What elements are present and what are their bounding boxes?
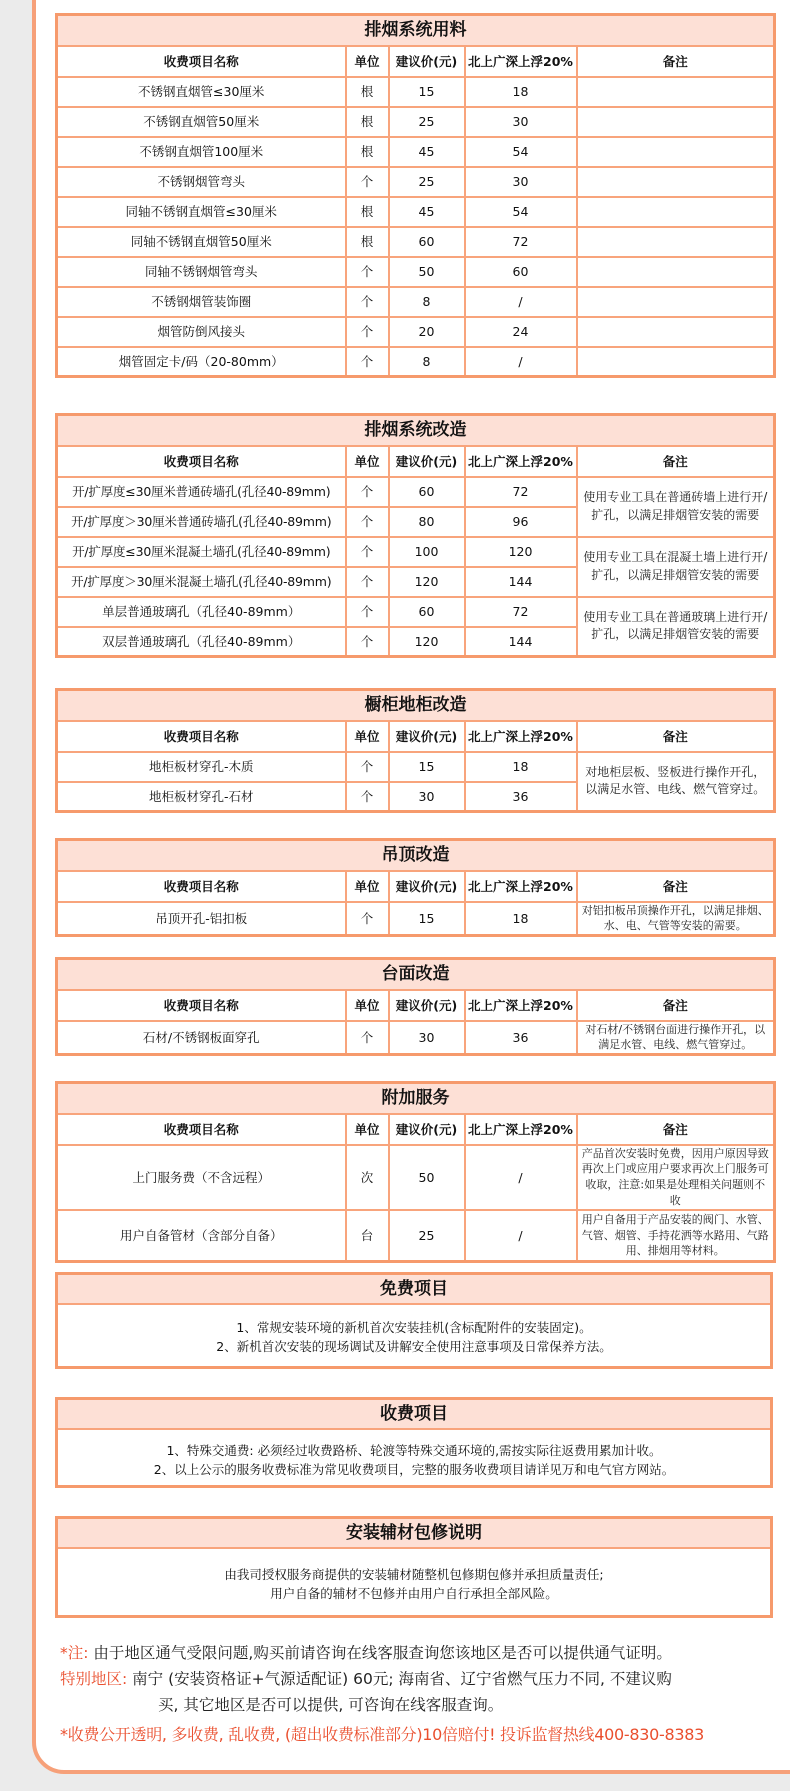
col-header-unit: 单位 xyxy=(346,871,389,902)
col-header-price: 建议价(元) xyxy=(389,721,465,752)
fee-table xyxy=(55,688,776,813)
item-name: 用户自备管材（含部分自备） xyxy=(57,1210,346,1261)
note-line xyxy=(60,1640,780,1666)
note-text: 由于地区通气受限问题,购买前请咨询在线客服查询您该地区是否可以提供通气证明。 xyxy=(88,1644,672,1662)
section-title: 附加服务 xyxy=(57,1083,775,1114)
item-up-price: 54 xyxy=(465,197,577,227)
col-header-remark: 备注 xyxy=(577,990,775,1021)
table-row xyxy=(57,77,775,107)
table-row xyxy=(57,597,775,627)
charge-items-box xyxy=(55,1397,773,1488)
item-up-price: 18 xyxy=(465,77,577,107)
item-unit: 个 xyxy=(346,782,389,812)
item-name: 开/扩厚度＞30厘米普通砖墙孔(孔径40-89mm) xyxy=(57,507,346,537)
item-remark: 使用专业工具在混凝土墙上进行开/扩孔，以满足排烟管安装的需要 xyxy=(577,537,775,597)
item-price: 45 xyxy=(389,197,465,227)
item-price: 20 xyxy=(389,317,465,347)
table-row xyxy=(57,1021,775,1055)
item-name: 开/扩厚度＞30厘米混凝土墙孔(孔径40-89mm) xyxy=(57,567,346,597)
item-name: 烟管防倒风接头 xyxy=(57,317,346,347)
item-price: 30 xyxy=(389,782,465,812)
item-remark xyxy=(577,317,775,347)
item-remark xyxy=(577,77,775,107)
item-remark xyxy=(577,287,775,317)
section-cabinet-modification xyxy=(55,688,773,813)
warranty-box xyxy=(55,1516,773,1618)
table-row xyxy=(57,1145,775,1211)
col-header-price: 建议价(元) xyxy=(389,46,465,77)
item-up-price: 120 xyxy=(465,537,577,567)
item-unit: 个 xyxy=(346,257,389,287)
col-header-up: 北上广深上浮20% xyxy=(465,721,577,752)
table-row xyxy=(57,287,775,317)
table-row xyxy=(57,752,775,782)
section-title: 台面改造 xyxy=(57,959,775,990)
col-header-unit: 单位 xyxy=(346,1114,389,1145)
table-row xyxy=(57,137,775,167)
item-name: 开/扩厚度≤30厘米混凝土墙孔(孔径40-89mm) xyxy=(57,537,346,567)
item-remark: 对地柜层板、竖板进行操作开孔，以满足水管、电线、燃气管穿过。 xyxy=(577,752,775,812)
item-name: 单层普通玻璃孔（孔径40-89mm） xyxy=(57,597,346,627)
table-row xyxy=(57,537,775,567)
item-unit: 个 xyxy=(346,287,389,317)
section-additional-services xyxy=(55,1081,773,1263)
item-unit: 个 xyxy=(346,902,389,936)
item-up-price: 36 xyxy=(465,1021,577,1055)
item-up-price: / xyxy=(465,287,577,317)
item-price: 80 xyxy=(389,507,465,537)
item-up-price: 144 xyxy=(465,627,577,657)
col-header-unit: 单位 xyxy=(346,721,389,752)
item-unit: 根 xyxy=(346,107,389,137)
item-up-price: / xyxy=(465,347,577,377)
item-price: 15 xyxy=(389,902,465,936)
item-remark: 产品首次安装时免费，因用户原因导致再次上门或应用户要求再次上门服务可收取，注意:如果是处理相关问题则不收 xyxy=(577,1145,775,1211)
section-flue-modification xyxy=(55,413,773,658)
col-header-name: 收费项目名称 xyxy=(57,871,346,902)
item-up-price: 36 xyxy=(465,782,577,812)
item-name: 地柜板材穿孔-石材 xyxy=(57,782,346,812)
item-up-price: 30 xyxy=(465,107,577,137)
col-header-name: 收费项目名称 xyxy=(57,721,346,752)
warranty-line: 用户自备的辅材不包修并由用户自行承担全部风险。 xyxy=(270,1586,558,1601)
item-price: 30 xyxy=(389,1021,465,1055)
special-region-label: 特别地区: xyxy=(60,1670,128,1688)
col-header-up: 北上广深上浮20% xyxy=(465,990,577,1021)
fee-table xyxy=(55,957,776,1056)
col-header-up: 北上广深上浮20% xyxy=(465,871,577,902)
item-price: 25 xyxy=(389,1210,465,1261)
item-price: 15 xyxy=(389,77,465,107)
item-remark: 对铝扣板吊顶操作开孔，以满足排烟、水、电、气管等安装的需要。 xyxy=(577,902,775,936)
col-header-name: 收费项目名称 xyxy=(57,990,346,1021)
item-price: 100 xyxy=(389,537,465,567)
col-header-name: 收费项目名称 xyxy=(57,446,346,477)
item-up-price: 30 xyxy=(465,167,577,197)
item-name: 开/扩厚度≤30厘米普通砖墙孔(孔径40-89mm) xyxy=(57,477,346,507)
item-name: 同轴不锈钢烟管弯头 xyxy=(57,257,346,287)
free-item-line: 2、新机首次安装的现场调试及讲解安全使用注意事项及日常保养方法。 xyxy=(216,1339,612,1354)
item-unit: 个 xyxy=(346,477,389,507)
item-unit: 根 xyxy=(346,197,389,227)
item-name: 不锈钢烟管弯头 xyxy=(57,167,346,197)
section-title: 排烟系统用料 xyxy=(57,15,775,46)
item-unit: 根 xyxy=(346,137,389,167)
item-remark: 使用专业工具在普通砖墙上进行开/扩孔，以满足排烟管安装的需要 xyxy=(577,477,775,537)
item-up-price: 144 xyxy=(465,567,577,597)
section-title: 橱柜地柜改造 xyxy=(57,690,775,721)
special-region-text: 南宁 (安装资格证+气源适配证) 60元; 海南省、辽宁省燃气压力不同, 不建议购 xyxy=(127,1670,672,1688)
charge-item-line: 1、特殊交通费: 必须经过收费路桥、轮渡等特殊交通环境的,需按实际往返费用累加计收。 xyxy=(166,1443,662,1458)
item-price: 60 xyxy=(389,477,465,507)
table-row xyxy=(57,197,775,227)
item-name: 同轴不锈钢直烟管≤30厘米 xyxy=(57,197,346,227)
col-header-unit: 单位 xyxy=(346,990,389,1021)
item-unit: 个 xyxy=(346,347,389,377)
table-row xyxy=(57,902,775,936)
item-name: 烟管固定卡/码（20-80mm） xyxy=(57,347,346,377)
item-up-price: 60 xyxy=(465,257,577,287)
special-region-line xyxy=(60,1666,780,1692)
item-remark: 使用专业工具在普通玻璃上进行开/扩孔，以满足排烟管安装的需要 xyxy=(577,597,775,657)
item-unit: 个 xyxy=(346,317,389,347)
item-unit: 个 xyxy=(346,537,389,567)
item-up-price: 96 xyxy=(465,507,577,537)
section-ceiling-modification xyxy=(55,838,773,937)
warranty-title: 安装辅材包修说明 xyxy=(58,1519,770,1549)
charge-items-title: 收费项目 xyxy=(58,1400,770,1430)
item-price: 120 xyxy=(389,627,465,657)
col-header-price: 建议价(元) xyxy=(389,446,465,477)
item-price: 60 xyxy=(389,597,465,627)
item-unit: 台 xyxy=(346,1210,389,1261)
fee-table xyxy=(55,13,776,378)
col-header-up: 北上广深上浮20% xyxy=(465,1114,577,1145)
table-row xyxy=(57,227,775,257)
item-up-price: 72 xyxy=(465,597,577,627)
item-up-price: / xyxy=(465,1210,577,1261)
table-row xyxy=(57,477,775,507)
item-price: 8 xyxy=(389,287,465,317)
item-remark xyxy=(577,347,775,377)
item-up-price: / xyxy=(465,1145,577,1211)
table-row xyxy=(57,1210,775,1261)
section-countertop-modification xyxy=(55,957,773,1056)
item-name: 地柜板材穿孔-木质 xyxy=(57,752,346,782)
table-row xyxy=(57,257,775,287)
table-row xyxy=(57,167,775,197)
section-title: 排烟系统改造 xyxy=(57,415,775,446)
item-unit: 根 xyxy=(346,227,389,257)
item-unit: 个 xyxy=(346,627,389,657)
col-header-remark: 备注 xyxy=(577,446,775,477)
item-name: 不锈钢烟管装饰圈 xyxy=(57,287,346,317)
col-header-remark: 备注 xyxy=(577,871,775,902)
col-header-price: 建议价(元) xyxy=(389,990,465,1021)
item-unit: 个 xyxy=(346,507,389,537)
free-item-line: 1、常规安装环境的新机首次安装挂机(含标配附件的安装固定)。 xyxy=(236,1320,592,1335)
item-name: 不锈钢直烟管≤30厘米 xyxy=(57,77,346,107)
item-name: 吊顶开孔-铝扣板 xyxy=(57,902,346,936)
item-unit: 个 xyxy=(346,752,389,782)
item-unit: 根 xyxy=(346,77,389,107)
item-remark xyxy=(577,227,775,257)
item-price: 120 xyxy=(389,567,465,597)
table-row xyxy=(57,347,775,377)
table-row xyxy=(57,107,775,137)
item-name: 同轴不锈钢直烟管50厘米 xyxy=(57,227,346,257)
item-up-price: 72 xyxy=(465,477,577,507)
item-remark xyxy=(577,257,775,287)
item-name: 上门服务费（不含远程） xyxy=(57,1145,346,1211)
col-header-name: 收费项目名称 xyxy=(57,1114,346,1145)
section-title: 吊顶改造 xyxy=(57,840,775,871)
item-unit: 个 xyxy=(346,597,389,627)
col-header-price: 建议价(元) xyxy=(389,1114,465,1145)
col-header-name: 收费项目名称 xyxy=(57,46,346,77)
special-region-cont: 买, 其它地区是否可以提供, 可咨询在线客服查询。 xyxy=(158,1696,504,1714)
item-up-price: 24 xyxy=(465,317,577,347)
complaint-hotline: *收费公开透明, 多收费, 乱收费, (超出收费标准部分)10倍赔付! 投诉监督热线400-830-8383 xyxy=(60,1725,705,1744)
fee-table xyxy=(55,838,776,937)
warranty-line: 由我司授权服务商提供的安装辅材随整机包修期包修并承担质量责任; xyxy=(224,1567,604,1582)
col-header-up: 北上广深上浮20% xyxy=(465,46,577,77)
item-unit: 个 xyxy=(346,167,389,197)
col-header-remark: 备注 xyxy=(577,721,775,752)
item-remark: 对石材/不锈钢台面进行操作开孔，以满足水管、电线、燃气管穿过。 xyxy=(577,1021,775,1055)
col-header-unit: 单位 xyxy=(346,446,389,477)
item-up-price: 18 xyxy=(465,902,577,936)
free-items-title: 免费项目 xyxy=(58,1275,770,1305)
item-up-price: 54 xyxy=(465,137,577,167)
item-name: 不锈钢直烟管100厘米 xyxy=(57,137,346,167)
note-label: *注: xyxy=(60,1644,89,1662)
notes xyxy=(60,1640,780,1748)
item-up-price: 18 xyxy=(465,752,577,782)
free-items-box xyxy=(55,1272,773,1369)
charge-item-line: 2、以上公示的服务收费标准为常见收费项目，完整的服务收费项目请详见万和电气官方网站。 xyxy=(153,1462,675,1477)
item-remark xyxy=(577,107,775,137)
item-price: 45 xyxy=(389,137,465,167)
item-remark xyxy=(577,167,775,197)
item-up-price: 72 xyxy=(465,227,577,257)
item-remark: 用户自备用于产品安装的阀门、水管、气管、烟管、手持花洒等水路用、气路用、排烟用等材料。 xyxy=(577,1210,775,1261)
item-price: 8 xyxy=(389,347,465,377)
col-header-unit: 单位 xyxy=(346,46,389,77)
item-price: 50 xyxy=(389,1145,465,1211)
item-unit: 个 xyxy=(346,567,389,597)
fee-table xyxy=(55,413,776,658)
item-price: 60 xyxy=(389,227,465,257)
item-unit: 次 xyxy=(346,1145,389,1211)
item-name: 双层普通玻璃孔（孔径40-89mm） xyxy=(57,627,346,657)
item-price: 15 xyxy=(389,752,465,782)
item-price: 50 xyxy=(389,257,465,287)
col-header-remark: 备注 xyxy=(577,1114,775,1145)
section-flue-materials xyxy=(55,13,773,378)
col-header-price: 建议价(元) xyxy=(389,871,465,902)
item-unit: 个 xyxy=(346,1021,389,1055)
item-name: 石材/不锈钢板面穿孔 xyxy=(57,1021,346,1055)
col-header-remark: 备注 xyxy=(577,46,775,77)
item-remark xyxy=(577,137,775,167)
item-price: 25 xyxy=(389,167,465,197)
fee-table xyxy=(55,1081,776,1263)
col-header-up: 北上广深上浮20% xyxy=(465,446,577,477)
item-name: 不锈钢直烟管50厘米 xyxy=(57,107,346,137)
item-remark xyxy=(577,197,775,227)
item-price: 25 xyxy=(389,107,465,137)
table-row xyxy=(57,317,775,347)
